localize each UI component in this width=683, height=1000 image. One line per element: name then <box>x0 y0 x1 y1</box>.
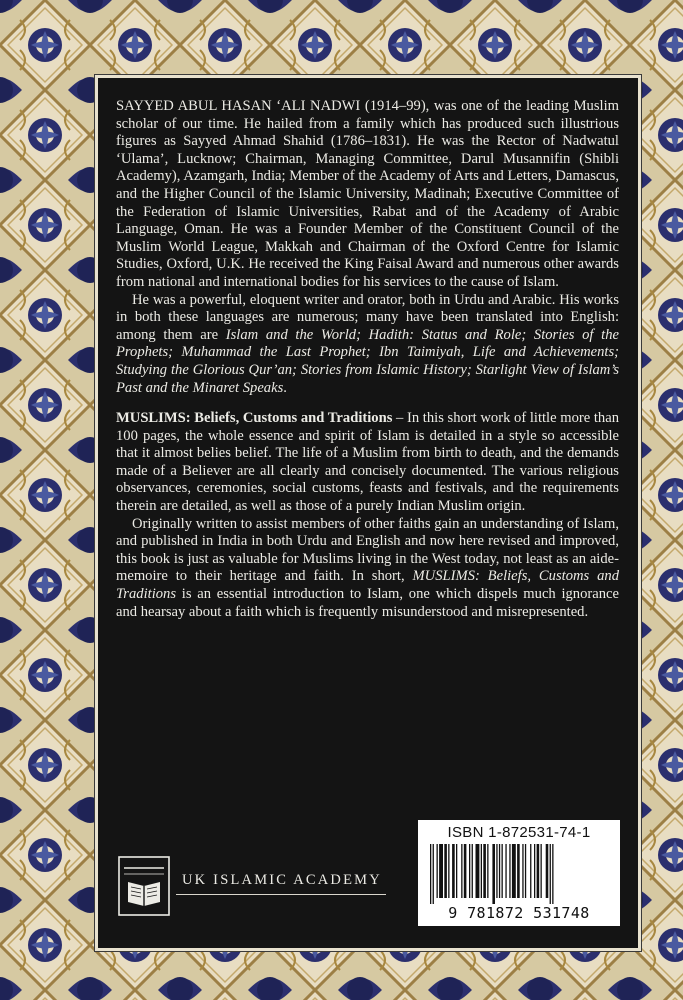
book-blurb-end: is an essential introduction to Islam, one which dispels much ignorance and hearsay about a faith which is frequently misunderstood and misrepresented. <box>116 586 619 620</box>
barcode-bar <box>469 844 470 898</box>
book-blurb-text-1: – In this short work of little more than 100 pages, the whole essence and spirit of Islam is detailed in a style so accessible that it almost belies belief. The life of a Muslim from birth to death, and the demands made of a Believer are all clearly and concisely documented. The various religious observances, ceremonies, social customs, feasts and festivals, and the requirements therein are detailed, as well as those of a purely Indian Muslim origin. <box>116 410 619 515</box>
barcode-bar <box>505 844 506 898</box>
book-blurb-paragraph-2 <box>116 516 619 622</box>
author-bio-text-2: He was a powerful, eloquent writer and orator, both in Urdu and Arabic. His works in both these languages are numerous; many have been translated into English: among them are <box>116 291 619 343</box>
barcode-bar <box>437 844 438 898</box>
barcode-bar <box>546 844 549 898</box>
barcode-bar <box>530 844 531 898</box>
barcode-bar <box>522 844 523 898</box>
barcode-bar <box>499 844 500 898</box>
barcode-bar <box>541 844 542 898</box>
barcode-bar <box>448 844 449 898</box>
book-blurb-paragraph-1 <box>116 410 619 516</box>
publisher-block <box>118 856 388 918</box>
barcode-bar <box>525 844 526 898</box>
barcode-bar <box>430 844 431 904</box>
barcode-bar <box>464 844 467 898</box>
barcode-bar <box>509 844 510 898</box>
publisher-divider <box>176 894 386 895</box>
barcode-bar <box>487 844 488 898</box>
isbn-label: ISBN 1-872531-74-1 <box>447 824 591 841</box>
barcode-bar <box>444 844 447 898</box>
isbn-barcode-box <box>418 820 620 926</box>
back-cover-text <box>116 98 619 621</box>
barcode-bar <box>476 844 480 898</box>
publisher-name: UK ISLAMIC ACADEMY <box>182 872 382 888</box>
author-bio-paragraph-1 <box>116 98 619 292</box>
barcode-bar <box>496 844 497 898</box>
barcode-bar <box>512 844 516 898</box>
back-cover-panel <box>98 78 638 948</box>
barcode-bar <box>481 844 482 898</box>
barcode-bar <box>534 844 535 898</box>
barcode-bar <box>492 844 495 904</box>
ean-number: 9 781872 531748 <box>448 904 590 922</box>
barcode-bar <box>472 844 473 898</box>
author-bio-paragraph-2 <box>116 292 619 398</box>
barcode-bar <box>433 844 434 904</box>
book-title: MUSLIMS: Beliefs, Customs and Traditions <box>116 410 393 427</box>
barcode-bar <box>461 844 462 898</box>
book-title-inline: MUSLIMS: Beliefs, Customs and Traditions <box>116 568 619 603</box>
barcode-bar <box>452 844 455 898</box>
barcode <box>428 844 610 904</box>
barcode-bar <box>483 844 486 898</box>
author-bio-text-1: SAYYED ABUL HASAN ‘ALI NADWI (1914–99), was one of the leading Muslim scholar of our time. He hailed from a family which has produced such illustrious figures as Sayyed Ahmad Shahid (1786–1831). He was the Rector of Nadwatul ‘Ulama’, Lucknow; Chairman, Managing Committee, Darul Musannifin (Shibli Academy), Azamgarh, India; Member of the Academy of Arts and Letters, Damascus, and the Higher Council of the Islamic University, Madinah; Executive Committee of the Federation of Islamic Universities, Rabat and of the Academy of Arabic Language, Oman. He was a Founder Member of the Constituent Council of the Muslim World League, Makkah and Chairman of the Oxford Centre for Islamic Studies, Oxford, U.K. He received the King Faisal Award and numerous other awards from national and international bodies for his services to the cause of Islam. <box>116 98 619 290</box>
author-bio-end: . <box>283 379 287 396</box>
barcode-bar <box>456 844 457 898</box>
author-works-list: Islam and the World; Hadith: Status and Role; Stories of the Prophets; Muhammad the Last Prophet; Ibn Taimiyah, Life and Achievements; Studying the Glorious Qur’an; Stories from Islamic History; Starlight View of Islam’s Past and the Minaret Speaks <box>116 326 619 396</box>
barcode-bar <box>439 844 443 898</box>
barcode-bar <box>517 844 520 898</box>
barcode-bar <box>502 844 503 898</box>
open-book-icon <box>118 856 170 916</box>
barcode-bar <box>550 844 551 904</box>
book-blurb-text-2: Originally written to assist members of other faiths gain an understanding of Islam, and published in India in both Urdu and English and now here revised and improved, this book is just as valuable for Muslims living in the West today, not least as an aide-memoire to their heritage and faith. In short, <box>116 515 619 585</box>
barcode-bar <box>537 844 540 898</box>
barcode-bar <box>552 844 553 904</box>
